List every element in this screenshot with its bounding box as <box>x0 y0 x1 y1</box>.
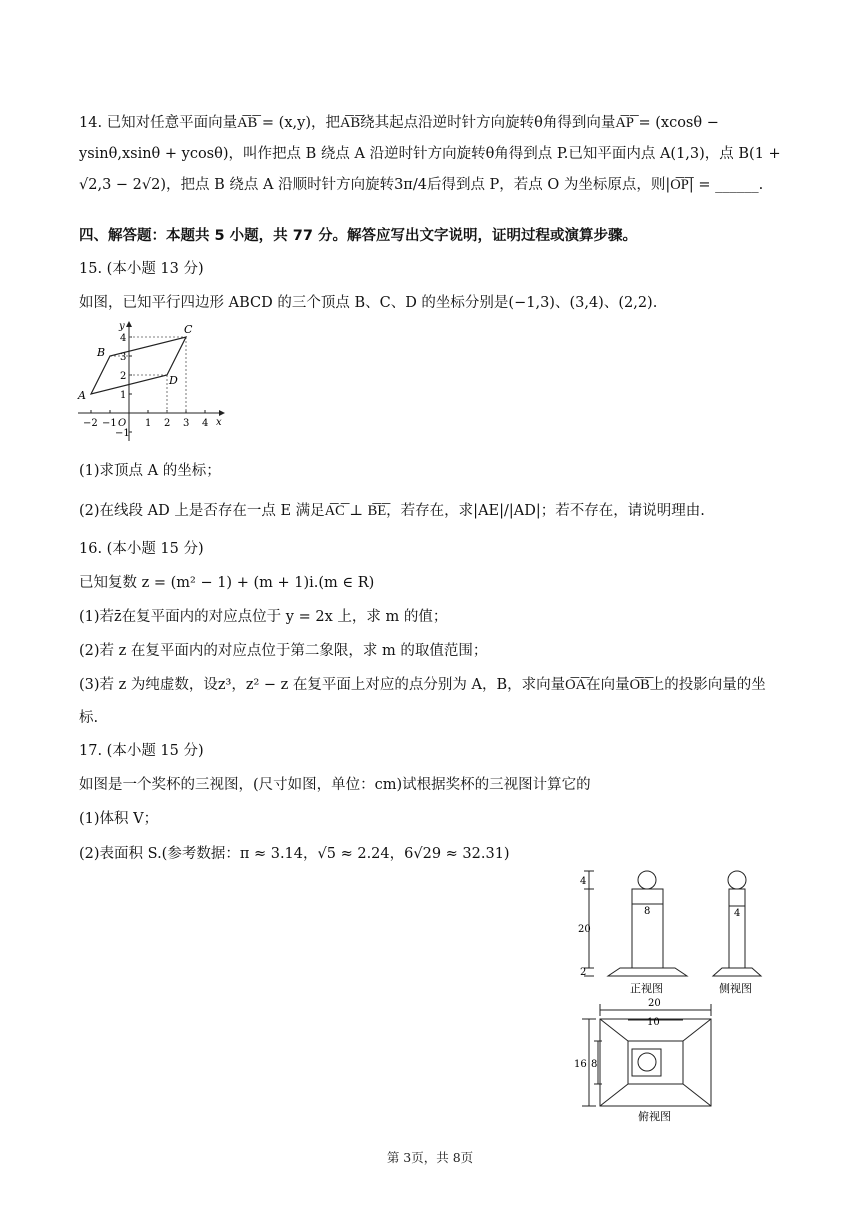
x-tick: −1 <box>102 418 117 429</box>
dim-top-8: 8 <box>591 1059 598 1070</box>
q14-line3: √2,3 − 2√2)，把点 B 绕点 A 沿顺时针方向旋转3π/4后得到点 P，若点 O 为坐标原点，则|O͞P͞| = ______. <box>79 177 764 193</box>
q16-intro: 已知复数 z = (m² − 1) + (m + 1)i.(m ∈ R) <box>79 575 375 591</box>
label-b: B <box>97 346 106 359</box>
dim-top-10: 10 <box>647 1017 660 1028</box>
y-tick: 3 <box>120 352 127 363</box>
q14-line2: ysinθ,xsinθ + ycosθ)，叫作把点 B 绕点 A 沿逆时针方向旋转θ角得到点 P.已知平面内点 A(1,3)，点 B(1 + <box>79 146 781 162</box>
dim-side-4: 4 <box>734 908 741 919</box>
q17-part2: (2)表面积 S.(参考数据：π ≈ 3.14，√5 ≈ 2.24，6√29 ≈ 32.31) <box>79 846 510 862</box>
q17-part1: (1)体积 V； <box>79 811 159 827</box>
dim-8: 8 <box>644 906 651 917</box>
dim-top-20: 20 <box>648 998 661 1009</box>
q16-part3-b: 标. <box>79 710 99 726</box>
y-tick: 2 <box>120 371 127 382</box>
x-tick: 3 <box>183 418 190 429</box>
x-axis-label: x <box>216 417 222 428</box>
q17-three-view-figure <box>572 862 792 1122</box>
q17-header: 17. (本小题 15 分) <box>79 743 204 759</box>
dim-2: 2 <box>580 967 587 978</box>
q16-header: 16. (本小题 15 分) <box>79 541 204 557</box>
q14-line1: 14. 已知对任意平面向量A͞B͞ = (x,y)，把A͞B͞绕其起点沿逆时针方向旋转θ角得到向量A͞P͞ = (xcosθ − <box>79 115 719 131</box>
dim-4: 4 <box>580 876 587 887</box>
side-view-label: 侧视图 <box>719 982 752 995</box>
front-view-label: 正视图 <box>630 982 663 995</box>
top-view-label: 俯视图 <box>638 1110 671 1122</box>
y-tick: −1 <box>115 428 130 439</box>
y-tick: 1 <box>120 390 127 401</box>
label-d: D <box>169 374 178 387</box>
y-axis-label: y <box>119 321 125 332</box>
y-tick: 4 <box>120 333 127 344</box>
x-tick: 2 <box>164 418 171 429</box>
x-tick: −2 <box>83 418 98 429</box>
page-footer: 第 3页，共 8页 <box>386 1150 474 1165</box>
q16-part1: (1)若z̄在复平面内的对应点位于 y = 2x 上，求 m 的值； <box>79 609 448 625</box>
origin-label: O <box>118 418 127 429</box>
q15-header: 15. (本小题 13 分) <box>79 261 204 277</box>
dim-top-16: 16 <box>574 1059 587 1070</box>
q16-part2: (2)若 z 在复平面内的对应点位于第二象限，求 m 的取值范围； <box>79 643 488 659</box>
label-c: C <box>184 323 193 336</box>
q15-parallelogram-figure <box>76 318 236 443</box>
x-tick: 1 <box>145 418 152 429</box>
q15-intro: 如图，已知平行四边形 ABCD 的三个顶点 B、C、D 的坐标分别是(−1,3)、(3,4)、(2,2). <box>79 295 658 311</box>
q16-part3-a: (3)若 z 为纯虚数，设z³，z² − z 在复平面上对应的点分别为 A，B，求向量O͞A͞在向量O͞B͞上的投影向量的坐 <box>79 677 766 693</box>
x-tick: 4 <box>202 418 209 429</box>
label-a: A <box>78 389 86 402</box>
q17-intro: 如图是一个奖杯的三视图，(尺寸如图，单位：cm)试根据奖杯的三视图计算它的 <box>79 777 591 793</box>
q15-part1: (1)求顶点 A 的坐标； <box>79 463 221 479</box>
section-heading: 四、解答题：本题共 5 小题，共 77 分。解答应写出文字说明，证明过程或演算步骤。 <box>79 228 637 244</box>
q15-part2: (2)在线段 AD 上是否存在一点 E 满足A͞C͞ ⊥ B͞E͞，若存在，求|AE|/|AD|；若不存在，请说明理由. <box>79 503 705 519</box>
dim-20: 20 <box>578 924 591 935</box>
